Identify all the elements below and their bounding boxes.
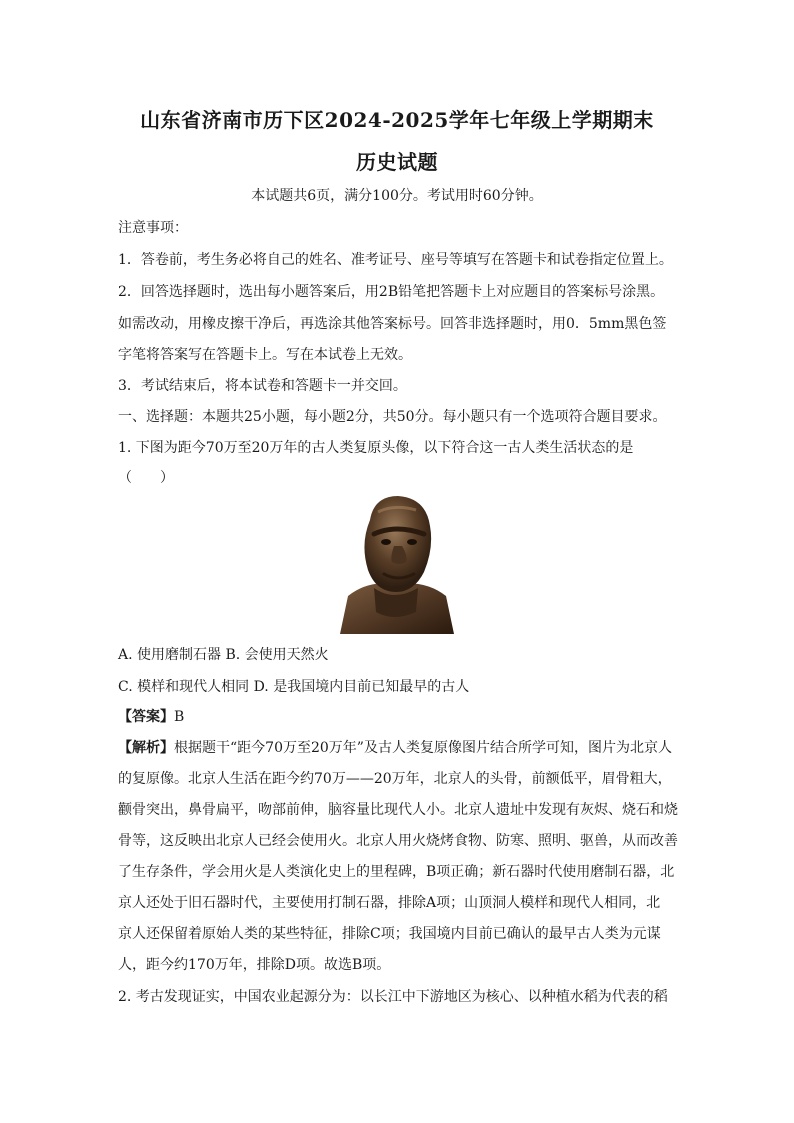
question-1-analysis-line-2: 的复原像。北京人生活在距今约70万——20万年，北京人的头骨，前额低平，眉骨粗大， (118, 771, 672, 787)
question-1-options-line-2: C. 模样和现代人相同 D. 是我国境内目前已知最早的古人 (118, 679, 470, 695)
answer-label: 【答案】 (118, 709, 174, 725)
question-1-analysis-line-7: 京人还保留着原始人类的某些特征，排除C项；我国境内目前已确认的最早古人类为元谋 (118, 926, 661, 942)
section-heading: 一、选择题：本题共25小题，每小题2分，共50分。每小题只有一个选项符合题目要求。 (118, 409, 667, 425)
notice-item-2-line-1: 2．回答选择题时，选出每小题答案后，用2B铅笔把答题卡上对应题目的答案标号涂黑。 (118, 284, 665, 300)
notice-item-3: 3．考试结束后，将本试卷和答题卡一并交回。 (118, 378, 407, 394)
exam-info: 本试题共6页，满分100分。考试用时60分钟。 (251, 188, 543, 204)
notice-item-2-line-2: 如需改动，用橡皮擦干净后，再选涂其他答案标号。回答非选择题时，用0．5mm黑色签 (118, 316, 667, 332)
analysis-label: 【解析】 (118, 740, 174, 756)
question-1-analysis-line-8: 人，距今约170万年，排除D项。故选B项。 (118, 957, 391, 973)
question-1-analysis-line-5: 了生存条件，学会用火是人类演化史上的里程碑，B项正确；新石器时代使用磨制石器，北 (118, 864, 675, 880)
notice-item-2-line-3: 字笔将答案写在答题卡上。写在本试卷上无效。 (118, 347, 412, 363)
question-1-analysis-line-6: 京人还处于旧石器时代，主要使用打制石器，排除A项；山顶洞人模样和现代人相同，北 (118, 895, 661, 911)
notice-heading: 注意事项： (118, 220, 188, 236)
question-1-analysis-line-3: 颧骨突出，鼻骨扁平，吻部前伸，脑容量比现代人小。北京人遗址中发现有灰烬、烧石和烧 (118, 802, 678, 818)
exam-subject: 历史试题 (356, 150, 438, 174)
question-1-options-line-1: A. 使用磨制石器 B. 会使用天然火 (118, 647, 329, 663)
question-1-stem-line-1: 1. 下图为距今70万至20万年的古人类复原头像，以下符合这一古人类生活状态的是 (118, 440, 634, 456)
question-1-stem-line-2: （ ） (118, 470, 174, 486)
exam-title: 山东省济南市历下区2024-2025学年七年级上学期期末 (140, 108, 654, 132)
question-2-stem-line-1: 2. 考古发现证实，中国农业起源分为：以长江中下游地区为核心、以种植水稻为代表的稻 (118, 989, 668, 1005)
question-1-analysis-line-1: 【解析】根据题干“距今70万至20万年”及古人类复原像图片结合所学可知，图片为北京人 (118, 740, 672, 756)
question-1-answer (118, 707, 684, 727)
answer-value: B (174, 709, 185, 725)
peking-man-bust-image (334, 492, 458, 634)
notice-item-1: 1．答卷前，考生务必将自己的姓名、准考证号、座号等填写在答题卡和试卷指定位置上。 (118, 252, 673, 268)
question-1-analysis-line-4: 骨等，这反映出北京人已经会使用火。北京人用火烧烤食物、防寒、照明、驱兽，从而改善 (118, 833, 678, 849)
